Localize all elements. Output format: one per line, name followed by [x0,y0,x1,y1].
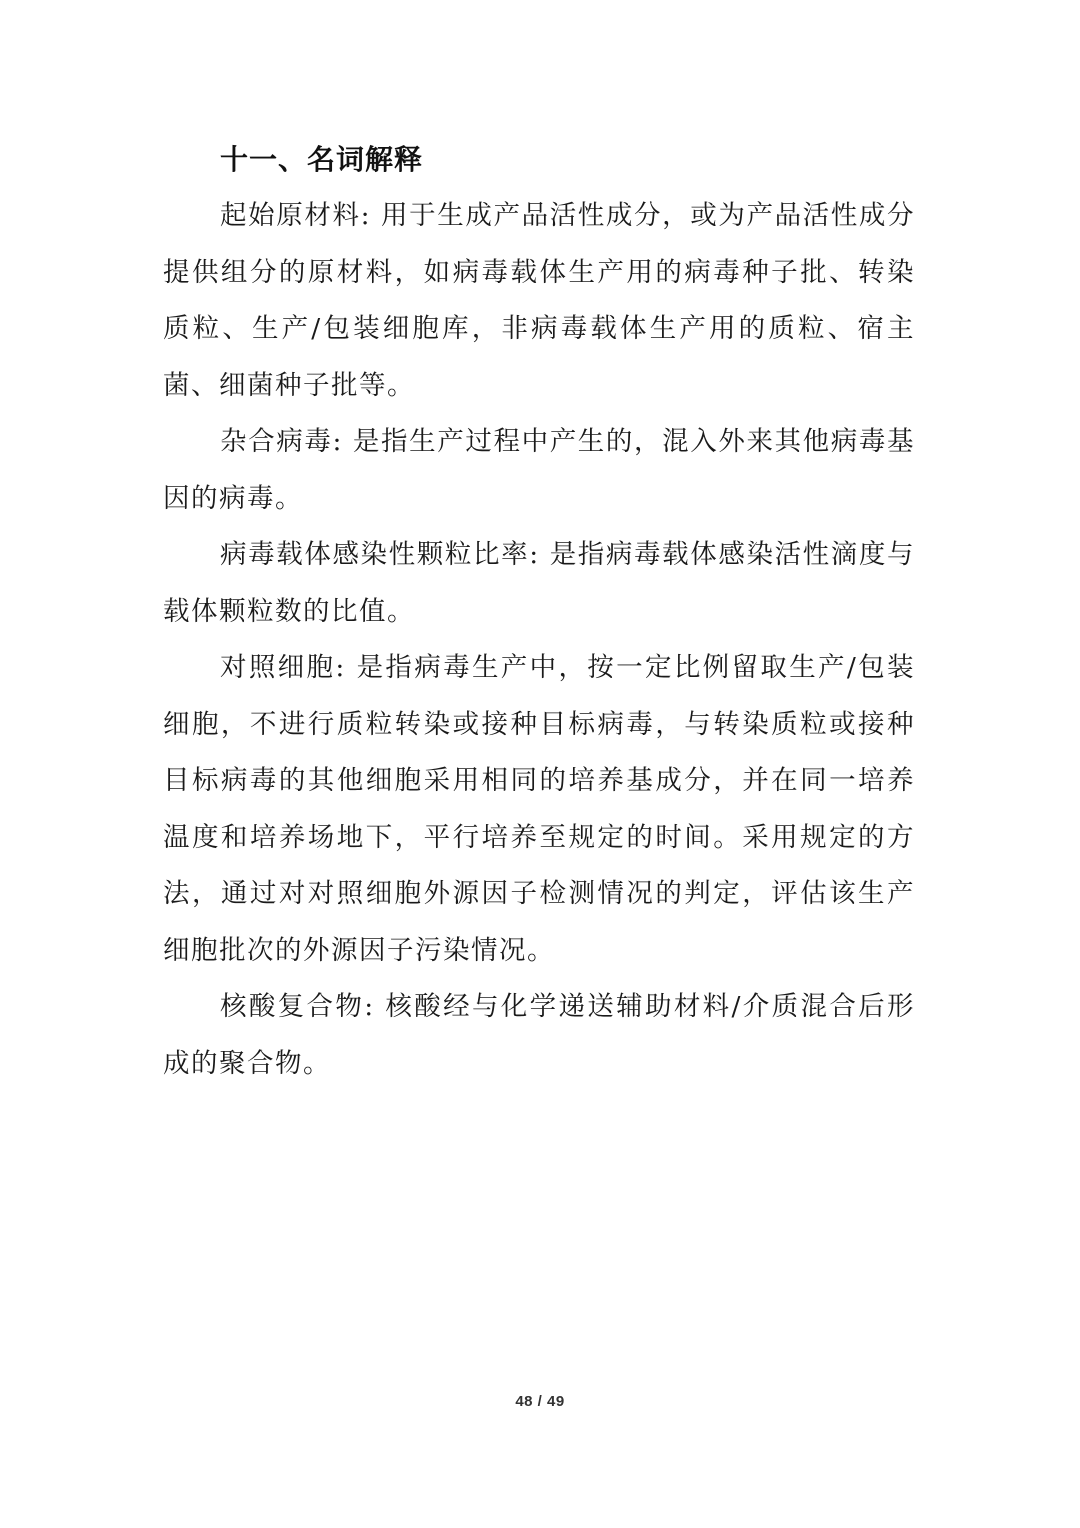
definition-infectious-particle-ratio [163,527,915,640]
page-number: 48 / 49 [515,1393,565,1410]
definition-text: 是指病毒生产中，按一定比例留取生产/包装细胞，不进行质粒转染或接种目标病毒，与转染质粒或接种目标病毒的其他细胞采用相同的培养基成分，并在同一培养温度和培养场地下，平行培养至规定的时间。采用规定的方法，通过对对照细胞外源因子检测情况的判定，评估该生产细胞批次的外源因子污染情况。 [163,652,916,966]
page-content [163,132,915,1092]
definition-term: 病毒载体感染性颗粒比率 [220,539,530,570]
definition-term: 杂合病毒 [220,426,333,457]
definition-text: 是指病毒载体感染活性滴度与载体颗粒数的比值。 [163,539,916,627]
definition-term: 起始原材料 [220,200,361,231]
definition-separator: : [360,200,382,231]
definition-separator: : [335,652,357,683]
definition-separator: : [332,426,353,457]
definition-starting-material [163,188,915,414]
definition-separator: : [364,991,386,1022]
definition-control-cells [163,640,915,979]
definition-text: 用于生成产品活性成分，或为产品活性成分提供组分的原材料，如病毒载体生产用的病毒种子批、转染质粒、生产/包装细胞库，非病毒载体生产用的质粒、宿主菌、细菌种子批等。 [163,200,916,401]
definition-text: 核酸经与化学递送辅助材料/介质混合后形成的聚合物。 [163,991,916,1079]
definition-separator: : [529,539,550,570]
definition-term: 对照细胞 [220,652,336,683]
section-title: 十一、名词解释 [220,143,424,176]
definition-hybrid-virus [163,414,915,527]
definition-text: 是指生产过程中产生的，混入外来其他病毒基因的病毒。 [163,426,916,514]
definition-term: 核酸复合物 [220,991,365,1022]
definition-nucleic-acid-complex [163,979,915,1092]
